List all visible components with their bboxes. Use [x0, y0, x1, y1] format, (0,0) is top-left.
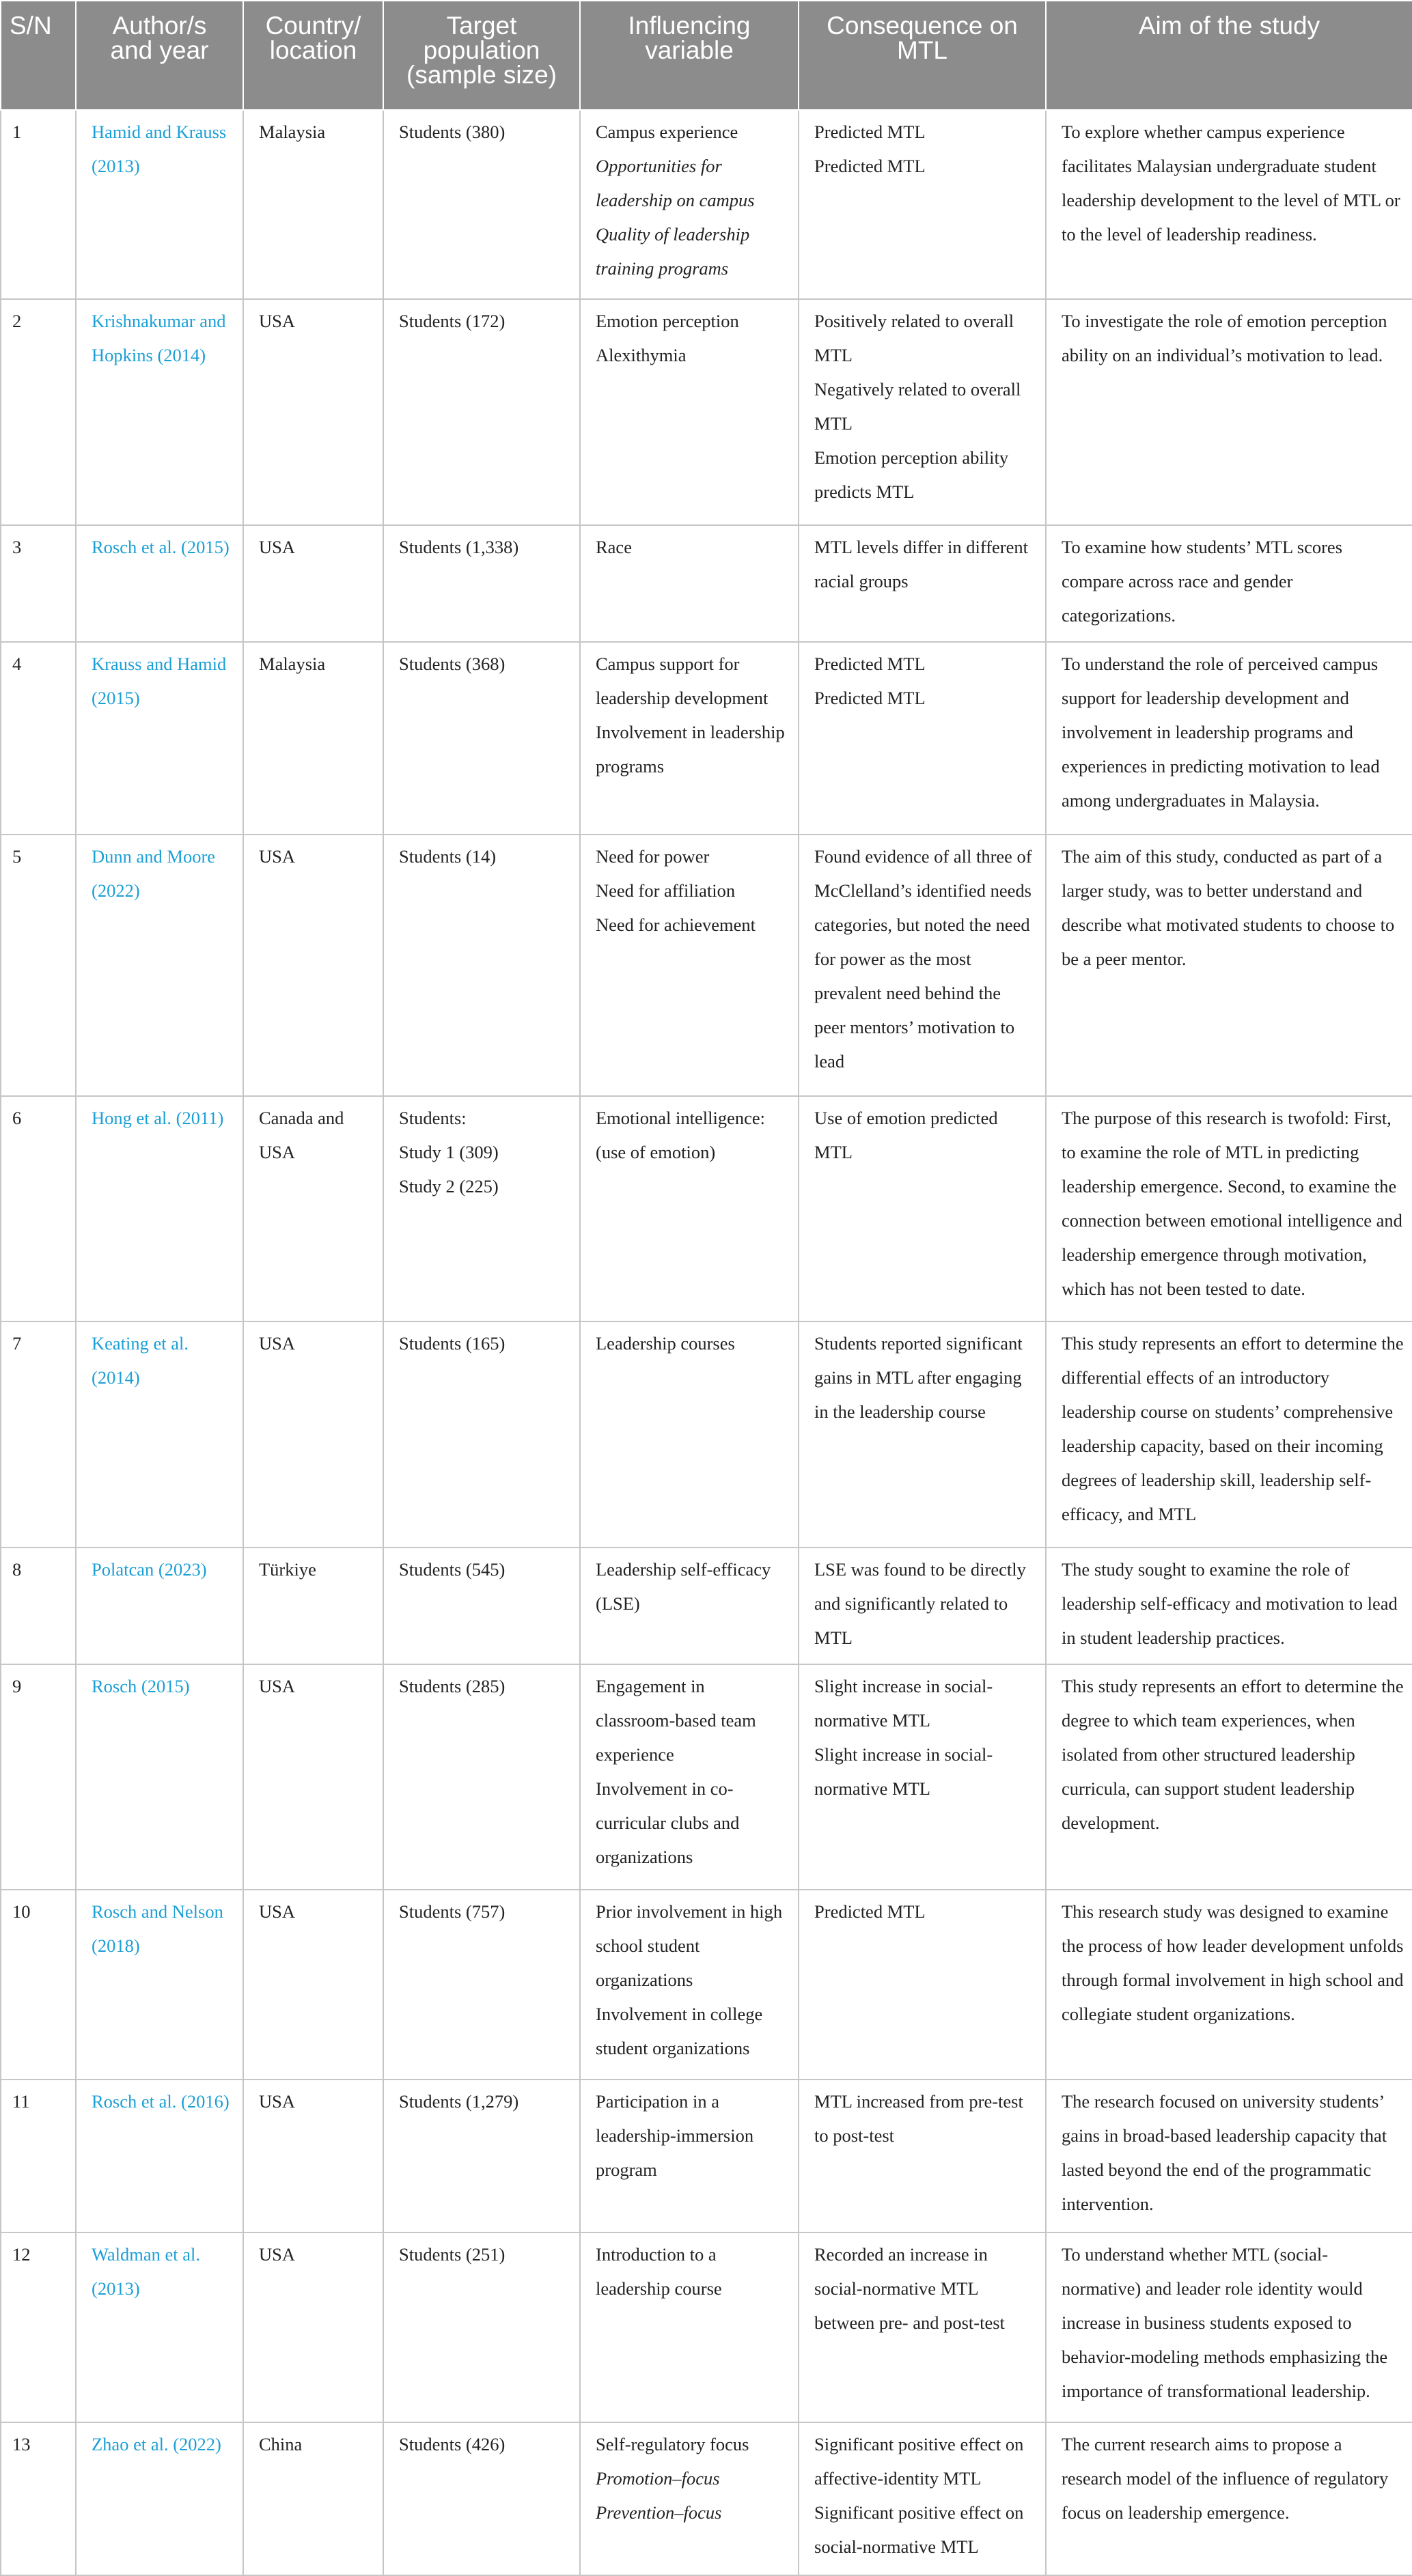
target-cell — [383, 835, 580, 1096]
author-cell[interactable]: Rosch et al. (2016) — [76, 2080, 243, 2232]
country-cell: USA — [243, 1890, 383, 2079]
aim-cell: To examine how students’ MTL scores compare across race and gender categorizations. — [1046, 525, 1412, 643]
variable-line: Promotion–focus — [596, 2467, 720, 2489]
target-cell — [383, 1548, 580, 1665]
variable-cell — [580, 642, 799, 835]
table-row — [1, 1664, 1412, 1890]
author-cell[interactable]: Hong et al. (2011) — [76, 1096, 243, 1321]
table-row — [1, 1321, 1412, 1547]
variable-line: Involvement in co-curricular clubs and organizations — [596, 1778, 740, 1868]
variable-line: Leadership courses — [596, 1333, 735, 1354]
consequence-line: Significant positive effect on social-normative MTL — [814, 2502, 1024, 2557]
consequence-line: Positively related to overall MTL — [814, 311, 1014, 366]
variable-line: Participation in a leadership-immersion program — [596, 2090, 754, 2180]
country-cell: USA — [243, 2232, 383, 2422]
variable-cell — [580, 525, 799, 643]
consequence-cell — [799, 1664, 1046, 1890]
variable-cell — [580, 1548, 799, 1665]
target-line: Students (251) — [399, 2244, 506, 2265]
consequence-line: Negatively related to overall MTL — [814, 379, 1021, 434]
variable-cell — [580, 835, 799, 1096]
target-line: Students (545) — [399, 1558, 506, 1580]
variable-line: Need for affiliation — [596, 880, 736, 901]
target-cell — [383, 2422, 580, 2576]
sn-cell: 4 — [1, 642, 76, 835]
country-cell: Türkiye — [243, 1548, 383, 1665]
variable-cell — [580, 1096, 799, 1321]
target-cell — [383, 642, 580, 835]
sn-cell: 9 — [1, 1664, 76, 1890]
variable-line: Engagement in classroom-based team experience — [596, 1676, 756, 1765]
target-line: Study 1 (309) — [399, 1141, 499, 1162]
consequence-cell — [799, 525, 1046, 643]
target-cell — [383, 2080, 580, 2232]
variable-line: Introduction to a leadership course — [596, 2244, 722, 2299]
aim-cell: This study represents an effort to determine the differential effects of an introductory leadership course on students’ comprehensive leadership capacity, based on their incoming degrees of leadership skill, leadership self-efficacy, and MTL — [1046, 1321, 1412, 1547]
aim-cell: This study represents an effort to determine the degree to which team experiences, when isolated from other structured leadership curricula, can support student leadership development. — [1046, 1664, 1412, 1890]
consequence-line: Slight increase in social-normative MTL — [814, 1744, 993, 1800]
country-cell: USA — [243, 1321, 383, 1547]
consequence-cell — [799, 1548, 1046, 1665]
country-cell: USA — [243, 2080, 383, 2232]
variable-line: Race — [596, 536, 632, 557]
target-cell — [383, 2232, 580, 2422]
table-row — [1, 299, 1412, 524]
table-row — [1, 642, 1412, 835]
consequence-cell — [799, 1321, 1046, 1547]
variable-line: Alexithymia — [596, 345, 687, 366]
aim-cell: To understand the role of perceived campus support for leadership development and involvement in leadership programs and experiences in predicting motivation to lead among undergraduates in Malaysia. — [1046, 642, 1412, 835]
variable-cell — [580, 1890, 799, 2079]
target-line: Students (426) — [399, 2433, 506, 2454]
consequence-cell — [799, 1096, 1046, 1321]
variable-line: Involvement in college student organizations — [596, 2004, 763, 2059]
aim-cell: This research study was designed to examine the process of how leader development unfolds through formal involvement in high school and collegiate student organizations. — [1046, 1890, 1412, 2079]
consequence-line: Significant positive effect on affective-identity MTL — [814, 2433, 1024, 2489]
consequence-line: Predicted MTL — [814, 1901, 926, 1922]
target-cell — [383, 1664, 580, 1890]
target-cell — [383, 299, 580, 524]
sn-cell: 1 — [1, 110, 76, 299]
target-line: Students (757) — [399, 1901, 506, 1922]
variable-line: Opportunities for leadership on campus — [596, 156, 755, 210]
target-cell — [383, 1096, 580, 1321]
consequence-cell — [799, 2232, 1046, 2422]
table-row — [1, 2232, 1412, 2422]
aim-cell: The research focused on university students’ gains in broad-based leadership capacity that lasted beyond the end of the programmatic intervention. — [1046, 2080, 1412, 2232]
header-consequence: Consequence on MTL — [799, 1, 1046, 110]
header-aim: Aim of the study — [1046, 1, 1412, 110]
sn-cell: 5 — [1, 835, 76, 1096]
sn-cell: 13 — [1, 2422, 76, 2576]
aim-cell: The purpose of this research is twofold: First, to examine the role of MTL in predicting leadership emergence. Second, to examine the connection between emotional intelligence and leadership emergence through motivation, which has not been tested to date. — [1046, 1096, 1412, 1321]
consequence-cell — [799, 642, 1046, 835]
country-cell: Canada and USA — [243, 1096, 383, 1321]
sn-cell: 7 — [1, 1321, 76, 1547]
consequence-cell — [799, 2080, 1046, 2232]
consequence-line: Found evidence of all three of McClelland’s identified needs categories, but noted the need for power as the most prevalent need behind the peer mentors’ motivation to lead — [814, 845, 1032, 1072]
variable-cell — [580, 1664, 799, 1890]
author-cell[interactable]: Rosch and Nelson (2018) — [76, 1890, 243, 2079]
country-cell: USA — [243, 835, 383, 1096]
table-row — [1, 1890, 1412, 2079]
aim-cell: The study sought to examine the role of leadership self-efficacy and motivation to lead in student leadership practices. — [1046, 1548, 1412, 1665]
variable-line: Prior involvement in high school student organizations — [596, 1901, 783, 1991]
country-cell: USA — [243, 299, 383, 524]
consequence-line: MTL levels differ in different racial groups — [814, 536, 1028, 591]
sn-cell: 3 — [1, 525, 76, 643]
table-row — [1, 1096, 1412, 1321]
table-row — [1, 835, 1412, 1096]
consequence-cell — [799, 835, 1046, 1096]
target-line: Students (14) — [399, 845, 497, 867]
country-cell: China — [243, 2422, 383, 2576]
variable-line: Involvement in leadership programs — [596, 722, 785, 777]
table-row — [1, 525, 1412, 643]
header-variable: Influencing variable — [580, 1, 799, 110]
target-line: Students (285) — [399, 1676, 506, 1697]
table-row — [1, 110, 1412, 299]
table-row — [1, 2422, 1412, 2576]
country-cell: USA — [243, 1664, 383, 1890]
consequence-line: MTL increased from pre-test to post-test — [814, 2090, 1023, 2146]
target-line: Students (368) — [399, 654, 506, 675]
table-body — [1, 110, 1412, 2575]
target-line: Study 2 (225) — [399, 1175, 499, 1196]
table-row — [1, 1548, 1412, 1665]
consequence-cell — [799, 1890, 1046, 2079]
country-cell: Malaysia — [243, 110, 383, 299]
author-cell[interactable]: Keating et al. (2014) — [76, 1321, 243, 1547]
variable-cell — [580, 110, 799, 299]
author-cell[interactable]: Dunn and Moore (2022) — [76, 835, 243, 1096]
aim-cell: To explore whether campus experience facilitates Malaysian undergraduate student leadership development to the level of MTL or to the level of leadership readiness. — [1046, 110, 1412, 299]
target-line: Students (165) — [399, 1333, 506, 1354]
sn-cell: 10 — [1, 1890, 76, 2079]
variable-line: Self-regulatory focus — [596, 2433, 749, 2454]
variable-cell — [580, 2080, 799, 2232]
author-cell[interactable]: Rosch et al. (2015) — [76, 525, 243, 643]
aim-cell: To investigate the role of emotion perception ability on an individual’s motivation to lead. — [1046, 299, 1412, 524]
header-sn: S/N — [1, 1, 76, 110]
header-author: Author/s and year — [76, 1, 243, 110]
consequence-line: Emotion perception ability predicts MTL — [814, 447, 1009, 503]
consequence-cell — [799, 299, 1046, 524]
consequence-line: Predicted MTL — [814, 688, 926, 709]
header-country: Country/ location — [243, 1, 383, 110]
sn-cell: 2 — [1, 299, 76, 524]
target-line: Students (1,338) — [399, 536, 519, 557]
variable-line: Campus support for leadership development — [596, 654, 769, 709]
aim-cell: The current research aims to propose a research model of the influence of regulatory focus on leadership emergence. — [1046, 2422, 1412, 2576]
author-cell[interactable]: Krishnakumar and Hopkins (2014) — [76, 299, 243, 524]
variable-cell — [580, 2232, 799, 2422]
target-cell — [383, 110, 580, 299]
country-cell: Malaysia — [243, 642, 383, 835]
consequence-line: Predicted MTL — [814, 156, 926, 176]
variable-line: Leadership self-efficacy (LSE) — [596, 1558, 771, 1614]
target-line: Students: — [399, 1107, 467, 1128]
variable-cell — [580, 299, 799, 524]
consequence-cell — [799, 2422, 1046, 2576]
target-cell — [383, 1890, 580, 2079]
consequence-line: Slight increase in social-normative MTL — [814, 1676, 993, 1731]
aim-cell: The aim of this study, conducted as part of a larger study, was to better understand and describe what motivated students to choose to be a peer mentor. — [1046, 835, 1412, 1096]
author-cell[interactable]: Krauss and Hamid (2015) — [76, 642, 243, 835]
country-cell: USA — [243, 525, 383, 643]
variable-line: Quality of leadership training programs — [596, 224, 750, 279]
sn-cell: 12 — [1, 2232, 76, 2422]
consequence-line: Students reported significant gains in MTL after engaging in the leadership course — [814, 1333, 1023, 1423]
variable-line: Campus experience — [596, 122, 738, 142]
table-row — [1, 2080, 1412, 2232]
consequence-line: Recorded an increase in social-normative MTL between pre- and post-test — [814, 2244, 1005, 2334]
sn-cell: 11 — [1, 2080, 76, 2232]
header-target: Target population (sample size) — [383, 1, 580, 110]
target-cell — [383, 1321, 580, 1547]
consequence-line: Use of emotion predicted MTL — [814, 1107, 998, 1162]
variable-line: Emotional intelligence: (use of emotion) — [596, 1107, 765, 1162]
sn-cell: 8 — [1, 1548, 76, 1665]
variable-line: Prevention–focus — [596, 2502, 722, 2523]
header-row — [1, 1, 1412, 110]
variable-cell — [580, 2422, 799, 2576]
target-cell — [383, 525, 580, 643]
author-cell[interactable]: Polatcan (2023) — [76, 1548, 243, 1665]
consequence-line: LSE was found to be directly and significantly related to MTL — [814, 1558, 1026, 1648]
author-cell[interactable]: Waldman et al. (2013) — [76, 2232, 243, 2422]
table-header — [1, 1, 1412, 110]
variable-line: Need for power — [596, 845, 710, 867]
sn-cell: 6 — [1, 1096, 76, 1321]
variable-line: Emotion perception — [596, 311, 739, 332]
target-line: Students (380) — [399, 122, 506, 142]
variable-cell — [580, 1321, 799, 1547]
consequence-cell — [799, 110, 1046, 299]
target-line: Students (1,279) — [399, 2090, 519, 2112]
author-cell[interactable]: Rosch (2015) — [76, 1664, 243, 1890]
author-cell[interactable]: Hamid and Krauss (2013) — [76, 110, 243, 299]
consequence-line: Predicted MTL — [814, 122, 926, 142]
consequence-line: Predicted MTL — [814, 654, 926, 675]
author-cell[interactable]: Zhao et al. (2022) — [76, 2422, 243, 2576]
aim-cell: To understand whether MTL (social-normative) and leader role identity would increase in business students exposed to behavior-modeling methods emphasizing the importance of transformational leadership. — [1046, 2232, 1412, 2422]
variable-line: Need for achievement — [596, 914, 756, 935]
target-line: Students (172) — [399, 311, 506, 332]
